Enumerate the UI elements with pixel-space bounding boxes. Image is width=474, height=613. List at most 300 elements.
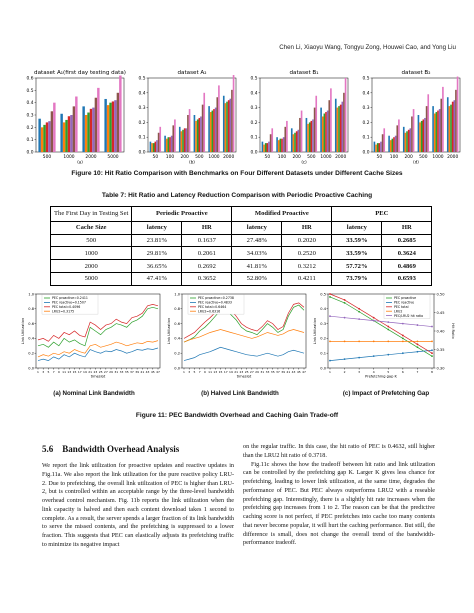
bar: [41, 127, 43, 152]
series-point: [402, 323, 404, 325]
legend-label: PEC/LRU2 hit ratio: [394, 313, 424, 318]
bar: [341, 102, 343, 152]
legend-label: PEC reactive=0.4833: [198, 300, 232, 305]
legend-label: LRU2=0.6316: [198, 309, 221, 314]
bar: [265, 143, 267, 152]
bar: [320, 108, 322, 152]
x-tick-label: 1: [37, 370, 39, 374]
bar: [284, 127, 286, 152]
table-cell: 73.79%: [332, 272, 382, 285]
bar-chart-a-svg: [20, 66, 128, 164]
bar: [409, 128, 411, 152]
bar: [158, 133, 160, 152]
series-point: [358, 318, 360, 320]
series-point: [329, 293, 331, 295]
y-tick-label: 0.5: [362, 76, 370, 82]
bar: [427, 94, 429, 152]
x-tick-label: 7: [416, 370, 419, 374]
legend-label: PEC total=0.6464: [198, 305, 227, 309]
section-number: 5.6: [42, 444, 54, 454]
x-tick-label: 2000: [85, 155, 97, 160]
y-tick-label: 0.0: [320, 366, 326, 371]
table-cell: 57.72%: [332, 260, 382, 273]
bar: [194, 115, 196, 152]
x-tick-label: 11: [208, 370, 213, 374]
bar-chart-c: [244, 66, 352, 164]
x-tick-label: 11: [62, 370, 67, 374]
x-tick-label: 29: [109, 370, 113, 374]
bar: [432, 106, 434, 152]
x-tick-label: 45: [150, 370, 155, 374]
y-tick-label: 0.8: [174, 307, 180, 312]
bar: [203, 93, 205, 152]
x-tick-label: 15: [218, 370, 223, 374]
series-point: [344, 317, 346, 319]
bar: [395, 136, 397, 152]
y-tick-label: 0.1: [362, 135, 370, 141]
section-heading: [42, 444, 179, 454]
bar: [233, 75, 235, 152]
x-tick-label: 1: [329, 370, 331, 374]
y-tick-label: 0.2: [28, 351, 34, 356]
bar: [411, 116, 413, 152]
bar: [330, 88, 332, 152]
x-tick-label: 6: [401, 370, 404, 374]
x-tick-label: 5: [193, 370, 196, 374]
bar: [200, 116, 202, 152]
x-tick-label: 41: [286, 370, 291, 374]
line-chart-c: [312, 290, 458, 382]
bar: [166, 139, 168, 152]
series-point: [373, 320, 375, 322]
x-tick-label: 17: [77, 370, 82, 374]
series-point: [373, 355, 375, 357]
bar: [171, 136, 173, 152]
sub-header: HR: [382, 221, 432, 234]
legend-label: LRU2: [394, 309, 403, 314]
table-cell: 34.03%: [232, 247, 282, 260]
y-tick-label: 0.3: [362, 106, 370, 112]
bar: [453, 100, 455, 152]
y-tick-label: 0.2: [320, 336, 326, 341]
table-cell: 0.1637: [182, 234, 232, 247]
sub-header: latency: [132, 221, 182, 234]
series-point: [402, 338, 404, 340]
subfigure-c-caption: (c) Impact of Prefetching Gap: [342, 390, 430, 397]
bar: [268, 142, 270, 152]
series-point: [417, 340, 419, 342]
bar-chart-a: [20, 66, 128, 164]
bar-chart-d: [356, 66, 464, 164]
table-cell: 52.80%: [232, 272, 282, 285]
bar: [92, 108, 94, 152]
bar: [312, 119, 314, 152]
y-tick-label: 0.0: [28, 366, 34, 371]
bar: [457, 77, 459, 152]
y-right-tick-label: 0.50: [436, 292, 445, 297]
bar: [383, 128, 385, 152]
x-tick-label: 100: [165, 155, 175, 160]
series-point: [329, 360, 331, 362]
bar: [210, 112, 212, 152]
bar: [436, 112, 438, 152]
x-tick-label: 9: [57, 370, 60, 374]
table-7-caption: Table 7: Hit Ratio and Latency Reduction Comparison with Periodic Proactive Caching: [101, 192, 373, 199]
bar: [450, 105, 452, 152]
bar: [46, 122, 48, 152]
y-right-tick-label: 0.45: [436, 310, 445, 315]
bar: [335, 99, 337, 152]
x-tick-label: 13: [67, 370, 72, 374]
table-cell: 36.65%: [132, 260, 182, 273]
y-right-axis-label: Hit Ratio: [451, 323, 455, 339]
x-tick-label: 1000: [208, 155, 220, 160]
y-tick-label: 0.6: [26, 76, 34, 82]
table-row: [51, 260, 432, 273]
bar: [119, 76, 121, 152]
bar: [278, 140, 280, 152]
x-tick-label: 25: [98, 370, 103, 374]
table-cell: 27.48%: [232, 234, 282, 247]
bar: [179, 127, 181, 152]
bar: [442, 87, 444, 152]
x-tick-label: 50: [152, 155, 159, 160]
bar: [390, 140, 392, 152]
x-tick-label: 43: [145, 370, 150, 374]
bar: [65, 120, 67, 152]
y-tick-label: 0.4: [250, 91, 258, 97]
y-tick-label: 0.3: [138, 106, 146, 112]
bar: [413, 109, 415, 152]
table-cell: 33.59%: [332, 234, 382, 247]
bar: [223, 96, 225, 152]
bar: [449, 106, 451, 152]
x-tick-label: 8: [431, 370, 433, 374]
bar: [181, 131, 183, 152]
bar: [280, 139, 282, 152]
series-point: [358, 340, 360, 342]
series-point: [417, 343, 419, 345]
series-point: [431, 352, 433, 354]
x-tick-label: 35: [270, 370, 275, 374]
table-header-row: [51, 207, 432, 222]
series-point: [344, 299, 346, 301]
legend-label: LRU2=0.3175: [52, 309, 75, 314]
bar: [382, 134, 384, 152]
y-tick-label: 0.2: [138, 120, 146, 126]
chart-title: dataset A₁(first day testing data): [34, 70, 126, 76]
table-cell: 0.2520: [282, 247, 332, 260]
y-tick-label: 0.6: [28, 321, 34, 326]
x-tick-label: 39: [281, 370, 286, 374]
x-tick-label: 200: [292, 155, 301, 160]
series-line: [38, 341, 158, 357]
series-point: [329, 296, 331, 298]
group-modified: Modified Proactive: [232, 207, 332, 222]
bar: [68, 116, 70, 152]
bar: [291, 128, 293, 152]
bar: [218, 85, 220, 152]
x-tick-label: 5: [387, 370, 390, 374]
y-tick-label: 0.0: [26, 150, 34, 156]
x-tick-label: 23: [239, 370, 244, 374]
bar: [215, 108, 217, 152]
x-tick-label: 21: [234, 370, 239, 374]
bar: [48, 121, 50, 152]
bar: [85, 115, 87, 152]
series-line: [184, 347, 304, 360]
bar: [281, 139, 283, 152]
legend-label: PEC reactive: [394, 300, 415, 305]
series-point: [431, 355, 433, 357]
y-tick-label: 0.4: [28, 336, 34, 341]
x-axis-label: timeslot: [90, 374, 106, 379]
line-chart-b: [166, 290, 312, 382]
bar: [112, 101, 114, 152]
bar: [345, 78, 347, 152]
bar: [343, 93, 345, 152]
y-tick-label: 0.6: [174, 321, 180, 326]
bar-chart-c-svg: [244, 66, 352, 164]
chart-title: dataset B₂: [401, 70, 431, 76]
table-cell: 2000: [51, 260, 132, 273]
x-tick-label: 25: [244, 370, 249, 374]
chart-title: dataset A₂: [177, 70, 207, 76]
bar: [70, 115, 72, 152]
bar: [408, 130, 410, 152]
table-cell: 0.3624: [382, 247, 432, 260]
chart-title: dataset B₁: [289, 70, 319, 76]
bar: [216, 97, 218, 152]
right-paragraph-1: on the regular traffic. In this case, the hit ratio of PEC is 0.4632, still higher than the LRU2 hit ratio of 0.3718.: [243, 444, 435, 459]
bar: [327, 111, 329, 152]
bar: [283, 137, 285, 152]
legend-label: PEC proactive=0.2738: [198, 296, 234, 301]
series-point: [431, 340, 433, 342]
y-tick-label: 0.4: [320, 307, 326, 312]
bar: [421, 121, 423, 152]
table-cell: 47.41%: [132, 272, 182, 285]
bar: [73, 106, 75, 152]
line-chart-b-svg: [166, 290, 312, 382]
table-cell: 33.59%: [332, 247, 382, 260]
legend-label: PEC reactive=0.1507: [52, 300, 86, 305]
bar: [169, 137, 171, 152]
table-cell: 0.4211: [282, 272, 332, 285]
results-table: [50, 206, 432, 286]
bar: [151, 143, 153, 152]
legend-label: PEC proactive: [394, 296, 417, 301]
bar: [172, 125, 174, 152]
bar: [228, 100, 230, 152]
bar: [406, 131, 408, 152]
sub-header: latency: [232, 221, 282, 234]
table-cell: 0.2020: [282, 234, 332, 247]
table-cell: 1000: [51, 247, 132, 260]
table-cell: 0.2061: [182, 247, 232, 260]
x-tick-label: 31: [114, 370, 119, 374]
series-point: [329, 315, 331, 317]
bar: [392, 139, 394, 152]
series-point: [358, 357, 360, 359]
bar: [60, 114, 62, 152]
series-point: [387, 326, 389, 328]
bar: [51, 111, 53, 152]
bar: [114, 100, 116, 152]
x-tick-label: 3: [188, 370, 191, 374]
bar: [388, 136, 390, 152]
x-tick-label: 3: [42, 370, 45, 374]
table-row: [51, 234, 432, 247]
cache-size-header: Cache Size: [51, 221, 132, 234]
x-tick-label: 43: [291, 370, 296, 374]
group-pec: PEC: [332, 207, 432, 222]
bar: [208, 106, 210, 152]
y-tick-label: 0.8: [28, 307, 34, 312]
plot-frame: [148, 78, 236, 152]
y-tick-label: 0.4: [174, 336, 180, 341]
line-chart-a-svg: [20, 290, 166, 382]
y-tick-label: 0.2: [362, 120, 370, 126]
y-tick-label: 0.5: [138, 76, 146, 82]
bar: [294, 133, 296, 152]
x-tick-label: 47: [156, 370, 160, 374]
bar: [440, 99, 442, 152]
bar: [403, 127, 405, 152]
subfigure-label: (b): [189, 159, 195, 165]
sub-header: latency: [332, 221, 382, 234]
series-line: [184, 330, 304, 343]
table-corner-label: The First Day in Testing Set: [51, 207, 132, 222]
x-tick-label: 7: [52, 370, 55, 374]
bar: [306, 118, 308, 152]
x-tick-label: 35: [124, 370, 129, 374]
table-cell: 0.6593: [382, 272, 432, 285]
bar: [276, 137, 278, 152]
right-paragraph-2: Fig.11c shows the how the tradeoff between hit ratio and link utilization can be controlled by the prefetching gap K. Larger K gives less chance for prefetching, leading to lower link utilization, at the same time, degrades the performance of PEC. But PEC always outperforms LRU2 with a reseable prefetching gap. Interestingly, there is a slightly hit rate increases when the prefetching gap increases from 1 to 2. The reason can be that the predictive caching score is not perfect, if PEC prefetches into cache too many contents that never become popular, it will hurt the caching performance. But still, the difference is small, does not change the overall trend of the bandwidth-performance tradeoff.: [243, 461, 435, 547]
x-tick-label: 41: [140, 370, 145, 374]
y-tick-label: 0.1: [26, 138, 34, 144]
bar: [174, 119, 176, 152]
bar: [185, 128, 187, 152]
y-axis-label: Link Utilization: [21, 317, 25, 345]
y-tick-label: 0.5: [250, 76, 258, 82]
sub-header: HR: [182, 221, 232, 234]
subfigure-label: (d): [413, 159, 419, 165]
y-tick-label: 1.0: [174, 292, 180, 297]
x-tick-label: 23: [93, 370, 98, 374]
bar: [309, 122, 311, 152]
bar: [455, 90, 457, 152]
bar: [337, 108, 339, 152]
bar: [184, 128, 186, 152]
bar: [424, 118, 426, 152]
bar: [423, 119, 425, 152]
table-cell: 0.4869: [382, 260, 432, 273]
legend-label: PEC total: [394, 305, 409, 309]
x-tick-label: 45: [296, 370, 301, 374]
bar: [314, 108, 316, 152]
bar: [299, 118, 301, 152]
bar: [187, 115, 189, 152]
bar-chart-b: [132, 66, 240, 164]
bar: [117, 93, 119, 152]
right-column: [243, 443, 435, 548]
subfigure-b-caption: (b) Halved Link Bandwidth: [201, 390, 279, 397]
bar: [340, 105, 342, 152]
x-tick-label: 17: [223, 370, 228, 374]
bar: [226, 102, 228, 152]
y-tick-label: 0.0: [250, 150, 258, 156]
x-tick-label: 500: [195, 155, 204, 160]
subfigure-a-caption: (a) Nominal Link Bandwidth: [53, 390, 135, 397]
y-right-tick-label: 0.40: [436, 329, 445, 334]
series-point: [387, 329, 389, 331]
bar: [150, 142, 152, 152]
table-cell: 500: [51, 234, 132, 247]
bar: [396, 125, 398, 152]
figure-10-caption: Figure 10: Hit Ratio Comparison with Benchmarks on Four Different Datasets under Different Cache Sizes: [71, 170, 403, 177]
x-tick-label: 19: [229, 370, 233, 374]
y-tick-label: 0.3: [250, 106, 258, 112]
bar: [109, 103, 111, 152]
y-tick-label: 0.2: [26, 125, 34, 131]
bar: [297, 130, 299, 152]
legend-label: PEC total=0.4096: [52, 305, 81, 309]
bar: [322, 116, 324, 152]
x-tick-label: 200: [404, 155, 413, 160]
bar: [90, 109, 92, 152]
section-title: Bandwidth Overhead Analysis: [62, 444, 180, 454]
figure-11-caption: Figure 11: PEC Bandwidth Overhead and Caching Gain Trade-off: [135, 412, 339, 419]
bar: [53, 103, 55, 152]
x-tick-label: 37: [275, 370, 280, 374]
x-tick-label: 3: [358, 370, 361, 374]
table-cell: 5000: [51, 272, 132, 285]
y-right-tick-label: 0.30: [436, 366, 445, 371]
bar: [437, 111, 439, 152]
bar: [63, 122, 65, 152]
bar: [393, 137, 395, 152]
bar: [296, 131, 298, 152]
x-tick-label: 47: [302, 370, 306, 374]
x-tick-label: 1: [183, 370, 185, 374]
series-point: [417, 346, 419, 348]
table-cell: 0.2692: [182, 260, 232, 273]
x-tick-label: 27: [103, 370, 108, 374]
bar: [286, 121, 288, 152]
line-chart-a: [20, 290, 166, 382]
table-cell: 23.81%: [132, 234, 182, 247]
bar: [195, 121, 197, 152]
series-point: [402, 352, 404, 354]
series-point: [417, 324, 419, 326]
bar: [168, 137, 170, 152]
subfigure-label: (c): [301, 159, 307, 165]
series-point: [358, 311, 360, 313]
y-tick-label: 0.2: [250, 120, 258, 126]
bar-chart-b-svg: [132, 66, 240, 164]
x-tick-label: 9: [203, 370, 206, 374]
bar: [325, 112, 327, 152]
x-tick-label: 1000: [432, 155, 444, 160]
bar: [155, 142, 157, 152]
x-axis-label: Prefetching gap K: [365, 374, 397, 379]
series-point: [417, 351, 419, 353]
y-tick-label: 0.4: [362, 91, 370, 97]
x-tick-label: 27: [249, 370, 254, 374]
table-row: [51, 247, 432, 260]
